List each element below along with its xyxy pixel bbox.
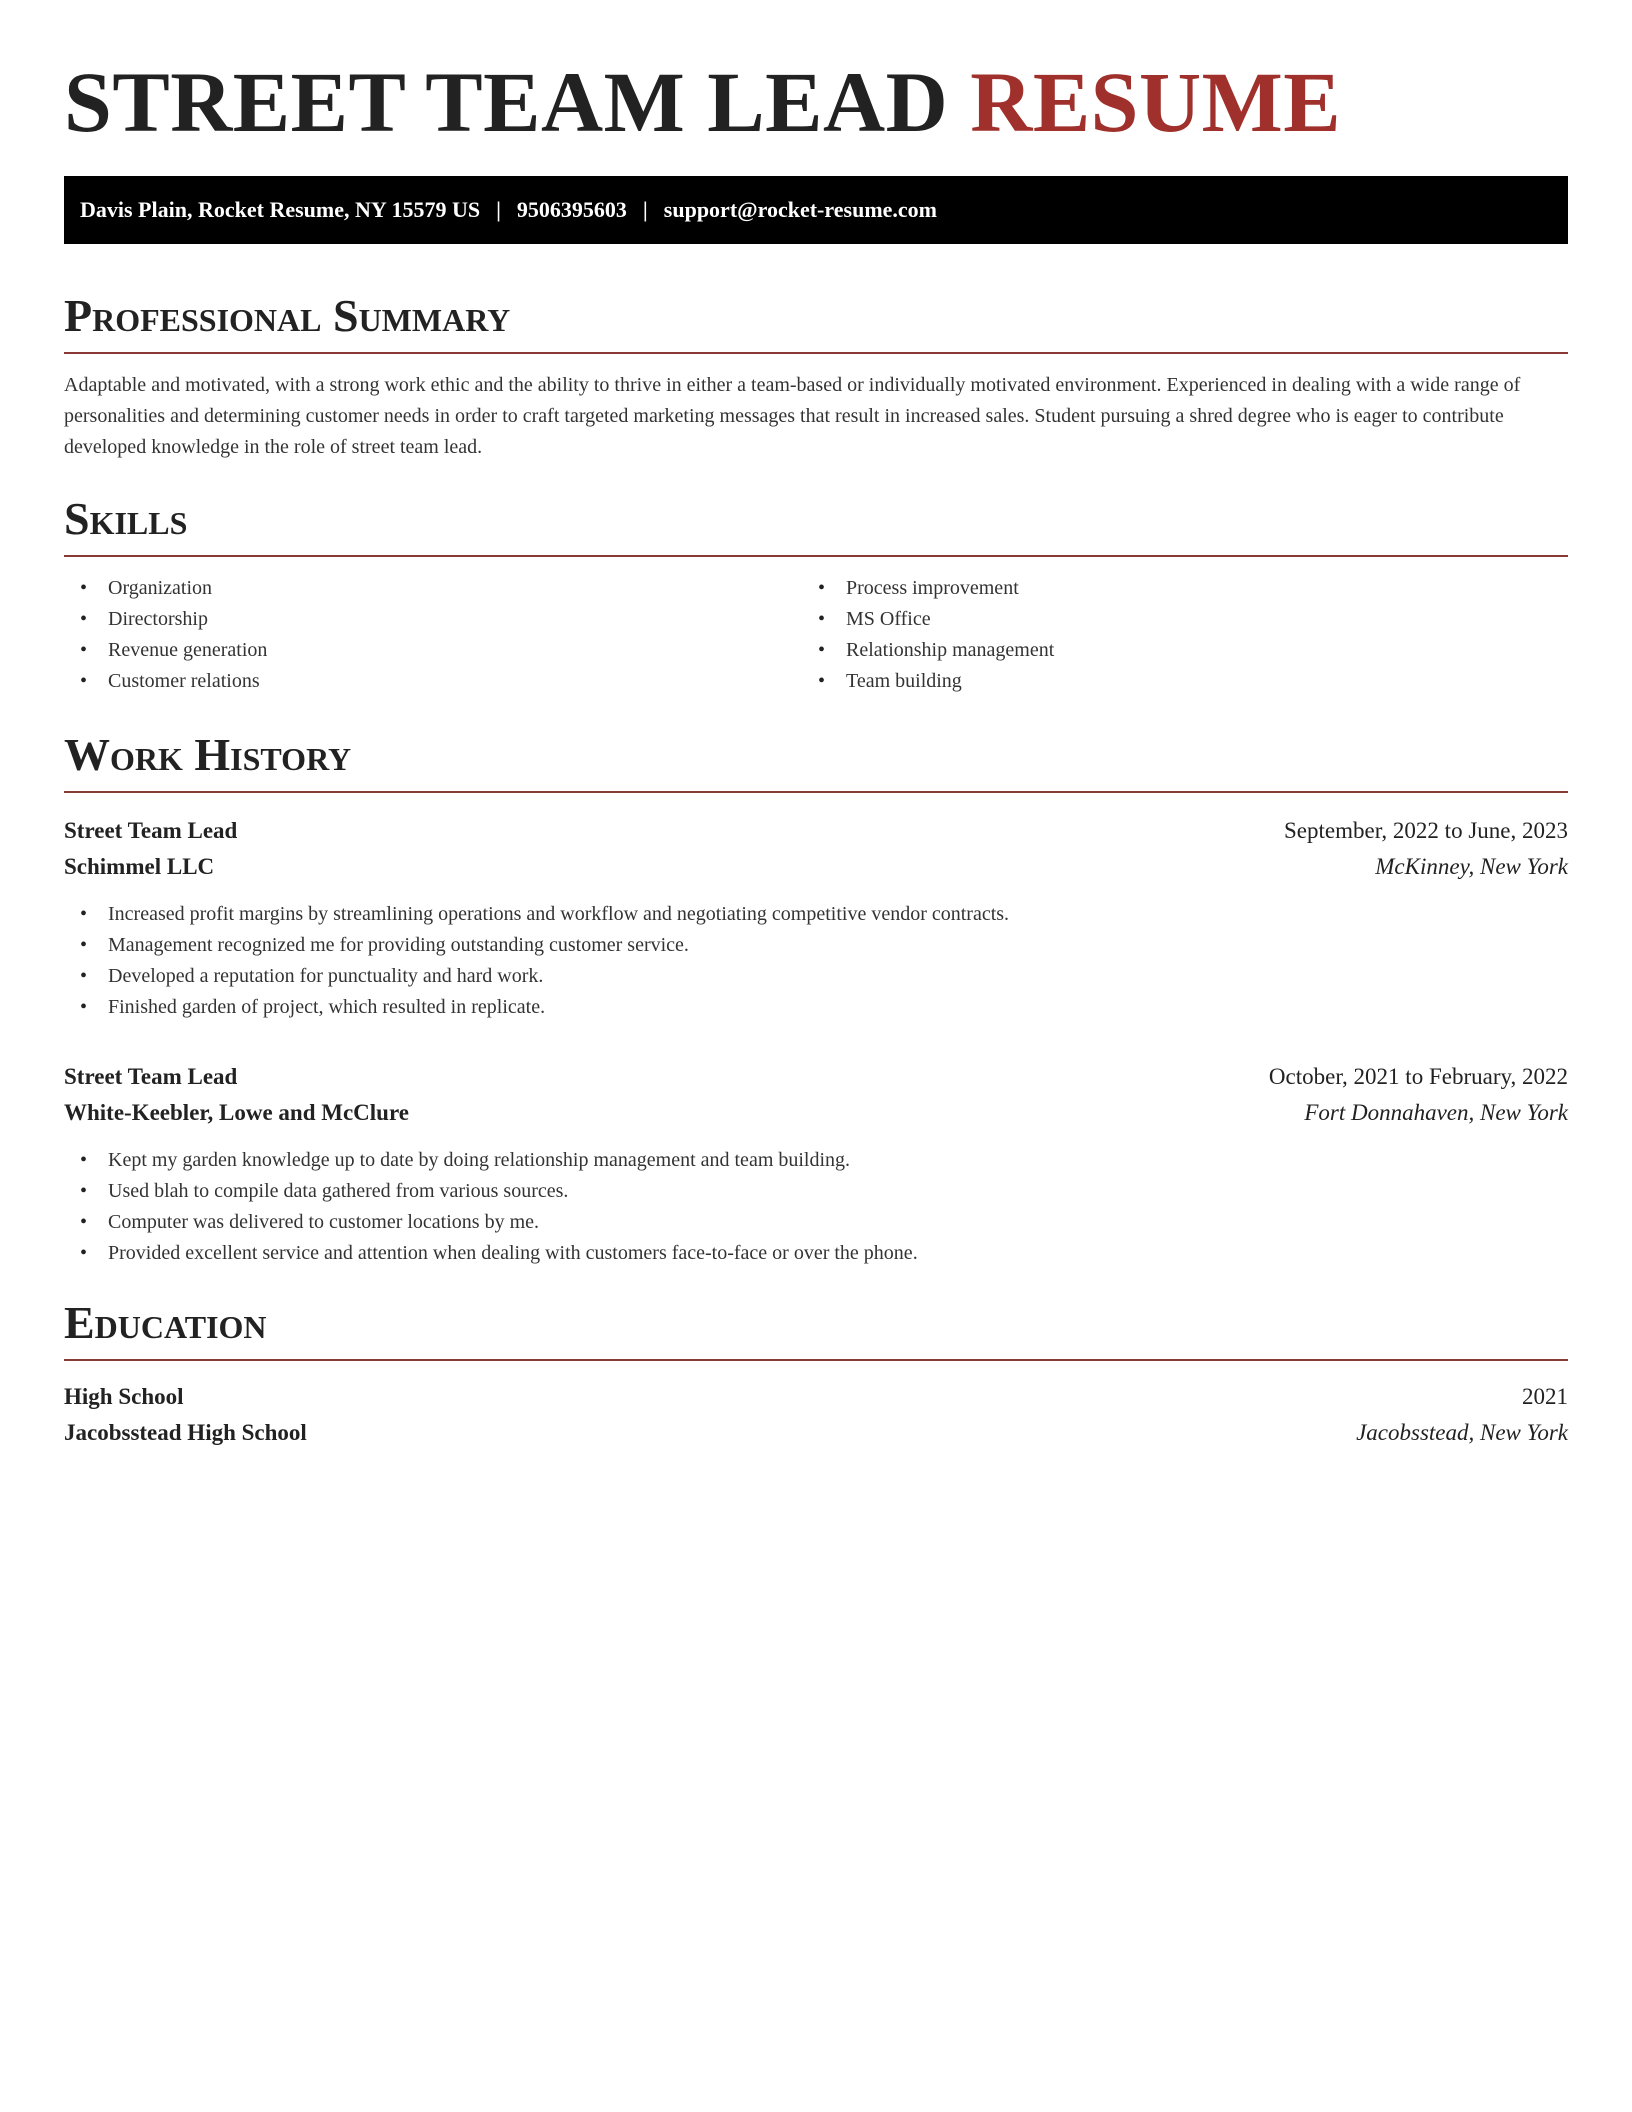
- education-year: 2021: [1522, 1384, 1568, 1409]
- job-duty-item: • Increased profit margins by streamlining operations and workflow and negotiating competitive vendor contracts.: [64, 899, 1568, 930]
- job-entry: [64, 813, 1568, 1023]
- education-header-row: [64, 1379, 1568, 1415]
- contact-separator: |: [496, 197, 501, 222]
- job-dates: October, 2021 to February, 2022: [1268, 1064, 1568, 1089]
- section-heading: Professional Summary: [64, 290, 511, 341]
- summary-text: Adaptable and motivated, with a strong work ethic and the ability to thrive in either a team-based or individually motivated environment. Experienced in dealing with a wide range of personalities and determining customer needs in order to craft targeted marketing messages that result in increased sales. Student pursuing a shred degree who is eager to contribute developed knowledge in the role of street team lead.: [64, 374, 1521, 458]
- skill-item: • Customer relations: [64, 666, 816, 697]
- skills-list: [816, 573, 1568, 697]
- job-company-row: [64, 849, 1568, 885]
- job-duties-list: [64, 1145, 1568, 1269]
- education-degree: High School: [64, 1384, 184, 1409]
- title-main: STREET TEAM LEAD: [64, 54, 949, 150]
- contact-phone: 9506395603: [516, 197, 627, 222]
- contact-bar: [64, 176, 1568, 244]
- job-title: Street Team Lead: [64, 818, 238, 843]
- skills-column-left: [64, 573, 816, 697]
- skill-item: • Revenue generation: [64, 635, 816, 666]
- section-divider: [64, 1359, 1568, 1361]
- skill-item: • Process improvement: [816, 573, 1568, 604]
- job-header-row: [64, 1059, 1568, 1095]
- job-header-row: [64, 813, 1568, 849]
- skills-section: [64, 491, 1568, 697]
- job-dates: September, 2022 to June, 2023: [1284, 818, 1568, 843]
- skill-item: • Organization: [64, 573, 816, 604]
- section-divider: [64, 352, 1568, 354]
- education-section: [64, 1295, 1568, 1451]
- job-company: Schimmel LLC: [64, 854, 215, 879]
- job-company: White-Keebler, Lowe and McClure: [64, 1100, 409, 1125]
- skill-item: • Directorship: [64, 604, 816, 635]
- job-entry: [64, 1059, 1568, 1269]
- work-history-section: [64, 727, 1568, 1269]
- contact-address: Davis Plain, Rocket Resume, NY 15579 US: [80, 197, 481, 222]
- job-duty-item: • Provided excellent service and attention when dealing with customers face-to-face or over the phone.: [64, 1238, 1568, 1269]
- education-school: Jacobsstead High School: [64, 1420, 307, 1445]
- job-duty-item: • Computer was delivered to customer locations by me.: [64, 1207, 1568, 1238]
- education-location: Jacobsstead, New York: [1356, 1420, 1568, 1445]
- job-title: Street Team Lead: [64, 1064, 238, 1089]
- job-duty-item: • Management recognized me for providing outstanding customer service.: [64, 930, 1568, 961]
- skill-item: • Relationship management: [816, 635, 1568, 666]
- section-heading: Skills: [64, 493, 188, 544]
- education-school-row: [64, 1415, 1568, 1451]
- professional-summary-section: [64, 288, 1568, 463]
- section-heading: Education: [64, 1297, 267, 1348]
- job-duty-item: • Kept my garden knowledge up to date by doing relationship management and team building.: [64, 1145, 1568, 1176]
- job-duty-item: • Developed a reputation for punctuality and hard work.: [64, 961, 1568, 992]
- skills-list: [64, 573, 816, 697]
- skill-item: • Team building: [816, 666, 1568, 697]
- job-duty-item: • Used blah to compile data gathered from various sources.: [64, 1176, 1568, 1207]
- job-duty-item: • Finished garden of project, which resulted in replicate.: [64, 992, 1568, 1023]
- education-entry: [64, 1379, 1568, 1451]
- contact-email: support@rocket-resume.com: [663, 197, 937, 222]
- job-company-row: [64, 1095, 1568, 1131]
- job-location: McKinney, New York: [1375, 854, 1568, 879]
- skills-grid: [64, 573, 1568, 697]
- section-divider: [64, 791, 1568, 793]
- skill-item: • MS Office: [816, 604, 1568, 635]
- job-duties-list: [64, 899, 1568, 1023]
- skills-column-right: [816, 573, 1568, 697]
- contact-separator: |: [642, 197, 648, 222]
- section-heading: Work History: [64, 729, 352, 780]
- resume-title: [64, 52, 1568, 152]
- title-accent: RESUME: [970, 54, 1342, 150]
- section-divider: [64, 555, 1568, 557]
- job-location: Fort Donnahaven, New York: [1304, 1100, 1568, 1125]
